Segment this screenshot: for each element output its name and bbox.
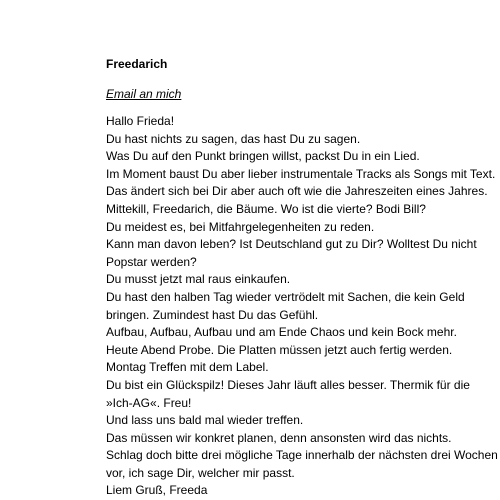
letter-line: Und lass uns bald mal wieder treffen.: [106, 413, 304, 428]
letter-line: Du musst jetzt mal raus einkaufen.: [106, 272, 291, 287]
letter-line: vor, ich sage Dir, welcher mir passt.: [106, 465, 295, 480]
letter-line: Popstar werden?: [106, 254, 197, 269]
letter-line: Mittekill, Freedarich, die Bäume. Wo ist die vierte? Bodi Bill?: [106, 201, 426, 216]
letter-line: Das müssen wir konkret planen, denn ansonsten wird das nichts.: [106, 430, 452, 445]
letter-line: Du meidest es, bei Mitfahrgelegenheiten zu reden.: [106, 219, 375, 234]
page-title: Freedarich: [106, 57, 168, 71]
letter-line: Du bist ein Glückspilz! Dieses Jahr läuft alles besser. Thermik für die: [106, 377, 470, 392]
letter-line: »Ich-AG«. Freu!: [106, 395, 192, 410]
letter-line: Montag Treffen mit dem Label.: [106, 360, 269, 375]
letter-line: Das ändert sich bei Dir aber auch oft wie die Jahreszeiten eines Jahres.: [106, 184, 488, 199]
letter-body: [106, 113, 498, 500]
letter-line: Im Moment baust Du aber lieber instrumentale Tracks als Songs mit Text.: [106, 166, 496, 181]
letter-line: Hallo Frieda!: [106, 114, 175, 128]
letter-line: Schlag doch bitte drei mögliche Tage innerhalb der nächsten drei Wochen: [106, 448, 498, 463]
letter-line: Du hast den halben Tag wieder vertrödelt mit Sachen, die kein Geld: [106, 289, 465, 304]
letter-line: Kann man davon leben? Ist Deutschland gut zu Dir? Wolltest Du nicht: [106, 237, 477, 252]
letter-line: bringen. Zumindest hast Du das Gefühl.: [106, 307, 319, 322]
letter-line: Liem Gruß, Freeda: [106, 483, 208, 498]
letter-line: Heute Abend Probe. Die Platten müssen jetzt auch fertig werden.: [106, 342, 453, 357]
letter-line: Was Du auf den Punkt bringen willst, packst Du in ein Lied.: [106, 149, 420, 164]
letter-line: Du hast nichts zu sagen, das hast Du zu sagen.: [106, 131, 361, 146]
letter-line: Aufbau, Aufbau, Aufbau und am Ende Chaos und kein Bock mehr.: [106, 325, 457, 340]
email-link[interactable]: Email an mich: [106, 87, 182, 101]
page-content: [106, 56, 498, 500]
